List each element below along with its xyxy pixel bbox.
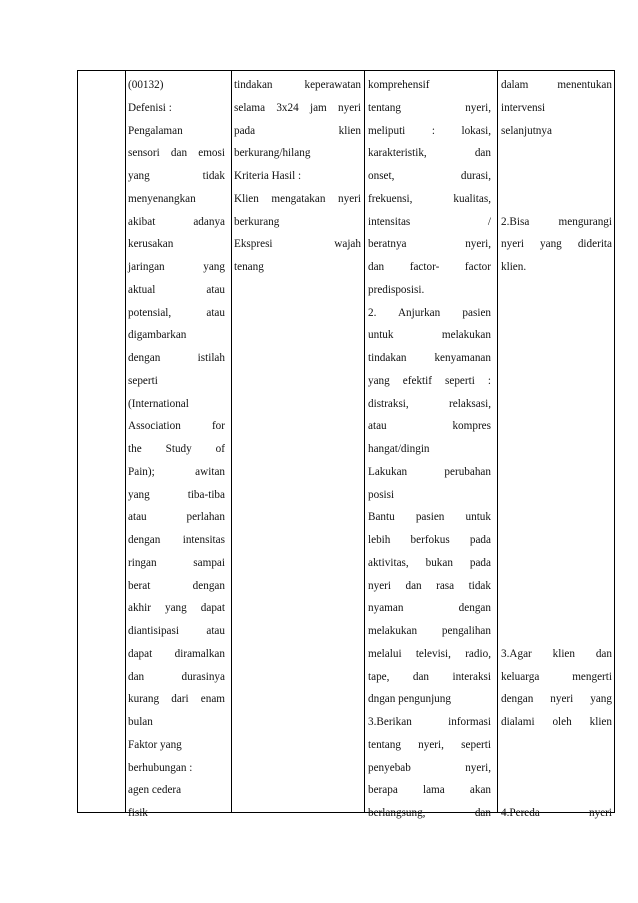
text-line: atau kompres: [368, 420, 491, 433]
text-line: agen cedera: [128, 784, 182, 797]
text-line: 3.Berikan informasi: [368, 716, 491, 728]
text-line: dengan intensitas: [128, 534, 225, 546]
text-line: Association for: [128, 420, 225, 433]
text-line: [501, 484, 612, 507]
text-line: frekuensi, kualitas,: [368, 192, 491, 205]
text-line: nyeri dan rasa tidak: [368, 579, 491, 592]
text-line: Faktor yang: [128, 738, 182, 751]
text-line: berat dengan: [128, 579, 225, 592]
text-line: distraksi, relaksasi,: [368, 397, 491, 410]
text-line: Pengalaman: [128, 124, 183, 137]
text-line: [501, 779, 612, 802]
text-line: (International: [128, 397, 189, 410]
text-line: keluarga mengerti: [501, 670, 612, 683]
text-line: dngan pengunjung: [368, 693, 451, 706]
text-line: tindakan keperawatan: [234, 79, 361, 91]
text-line: ringan sampai: [128, 556, 225, 569]
text-line: menyenangkan: [128, 192, 196, 205]
text-line: Defenisi :: [128, 101, 172, 114]
text-line: predisposisi.: [368, 283, 425, 296]
text-line: Kriteria Hasil :: [234, 170, 302, 182]
text-line: karakteristik, dan: [368, 147, 491, 160]
text-line: yang efektif seperti :: [368, 374, 491, 387]
text-line: Klien mengatakan nyeri: [234, 192, 361, 205]
text-line: lebih berfokus pada: [368, 534, 491, 546]
text-line: [501, 620, 612, 643]
text-line: fisik: [128, 807, 148, 819]
column-divider: [125, 71, 126, 812]
text-line: yang tiba-tiba: [128, 488, 225, 501]
text-line: dan durasinya: [128, 670, 225, 683]
text-line: [501, 188, 612, 211]
text-line: melalui televisi, radio,: [368, 647, 491, 660]
text-line: aktual atau: [128, 283, 225, 296]
column-rationale: [501, 74, 612, 825]
text-line: akhir yang dapat: [128, 602, 225, 615]
text-line: [501, 438, 612, 461]
text-line: tentang nyeri,: [368, 101, 491, 114]
text-line: jaringan yang: [128, 261, 225, 273]
text-line: 2. Anjurkan pasien: [368, 306, 491, 319]
text-line: [501, 575, 612, 598]
text-line: aktivitas, bukan pada: [368, 556, 491, 569]
text-line: intervensi: [501, 101, 546, 114]
text-line: [501, 393, 612, 416]
text-line: 3.Agar klien dan: [501, 647, 612, 660]
text-line: seperti: [128, 374, 158, 387]
text-line: komprehensif: [368, 79, 430, 91]
column-divider: [364, 71, 365, 812]
column-divider: [497, 71, 498, 812]
text-line: [501, 529, 612, 552]
column-interventions: [368, 74, 491, 825]
text-line: Lakukan perubahan: [368, 465, 491, 478]
text-line: dalam menentukan: [501, 79, 612, 91]
column-divider: [231, 71, 232, 812]
text-line: berkurang: [234, 215, 280, 228]
text-line: untuk melakukan: [368, 329, 491, 342]
text-line: [501, 302, 612, 325]
text-line: nyaman dengan: [368, 602, 491, 615]
text-line: kerusakan: [128, 238, 174, 251]
text-line: sensori dan emosi: [128, 147, 225, 160]
text-line: potensial, atau: [128, 306, 225, 319]
text-line: digambarkan: [128, 329, 187, 342]
text-line: [501, 370, 612, 393]
text-line: (00132): [128, 79, 164, 91]
text-line: [501, 347, 612, 370]
text-line: 2.Bisa mengurangi: [501, 215, 612, 228]
text-line: atau perlahan: [128, 511, 225, 524]
text-line: [501, 165, 612, 188]
text-line: [501, 552, 612, 575]
text-line: Ekspresi wajah: [234, 238, 361, 251]
text-line: akibat adanya: [128, 215, 225, 228]
text-line: 4.Pereda nyeri: [501, 807, 612, 819]
text-line: dapat diramalkan: [128, 647, 225, 660]
text-line: meliputi : lokasi,: [368, 124, 491, 137]
text-line: tindakan kenyamanan: [368, 352, 491, 364]
nursing-care-plan-table: [77, 70, 615, 819]
text-line: penyebab nyeri,: [368, 761, 491, 774]
text-line: dengan istilah: [128, 352, 225, 364]
text-line: Pain); awitan: [128, 465, 225, 478]
text-line: bulan: [128, 716, 153, 728]
text-line: posisi: [368, 488, 395, 501]
text-line: the Study of: [128, 443, 225, 455]
column-diagnosis: [128, 74, 225, 825]
column-goals-outcomes: [234, 74, 361, 279]
text-line: Bantu pasien untuk: [368, 511, 491, 524]
text-line: dialami oleh klien: [501, 716, 612, 728]
text-line: hangat/dingin: [368, 443, 430, 455]
text-line: dan factor- factor: [368, 261, 491, 273]
text-line: tentang nyeri, seperti: [368, 738, 491, 751]
text-line: [501, 324, 612, 347]
text-line: [501, 597, 612, 620]
text-line: diantisipasi atau: [128, 625, 225, 637]
text-line: berapa lama akan: [368, 784, 491, 797]
text-line: kurang dari enam: [128, 693, 225, 706]
text-line: dengan nyeri yang: [501, 693, 612, 706]
text-line: yang tidak: [128, 170, 225, 182]
text-line: [501, 279, 612, 302]
text-line: [501, 506, 612, 529]
text-line: selanjutnya: [501, 124, 552, 137]
text-line: klien.: [501, 261, 527, 273]
text-line: [501, 757, 612, 780]
text-line: berlangsung, dan: [368, 807, 491, 819]
text-line: pada klien: [234, 124, 361, 137]
text-line: melakukan pengalihan: [368, 625, 491, 637]
text-line: [501, 142, 612, 165]
text-line: onset, durasi,: [368, 170, 491, 182]
text-line: [501, 415, 612, 438]
text-line: [501, 734, 612, 757]
text-line: beratnya nyeri,: [368, 238, 491, 251]
text-line: [501, 461, 612, 484]
text-line: selama 3x24 jam nyeri: [234, 101, 361, 114]
text-line: nyeri yang diderita: [501, 238, 612, 251]
text-line: intensitas /: [368, 215, 491, 228]
text-line: berhubungan :: [128, 761, 193, 774]
text-line: tenang: [234, 261, 264, 273]
text-line: berkurang/hilang: [234, 147, 311, 160]
text-line: tape, dan interaksi: [368, 670, 491, 683]
